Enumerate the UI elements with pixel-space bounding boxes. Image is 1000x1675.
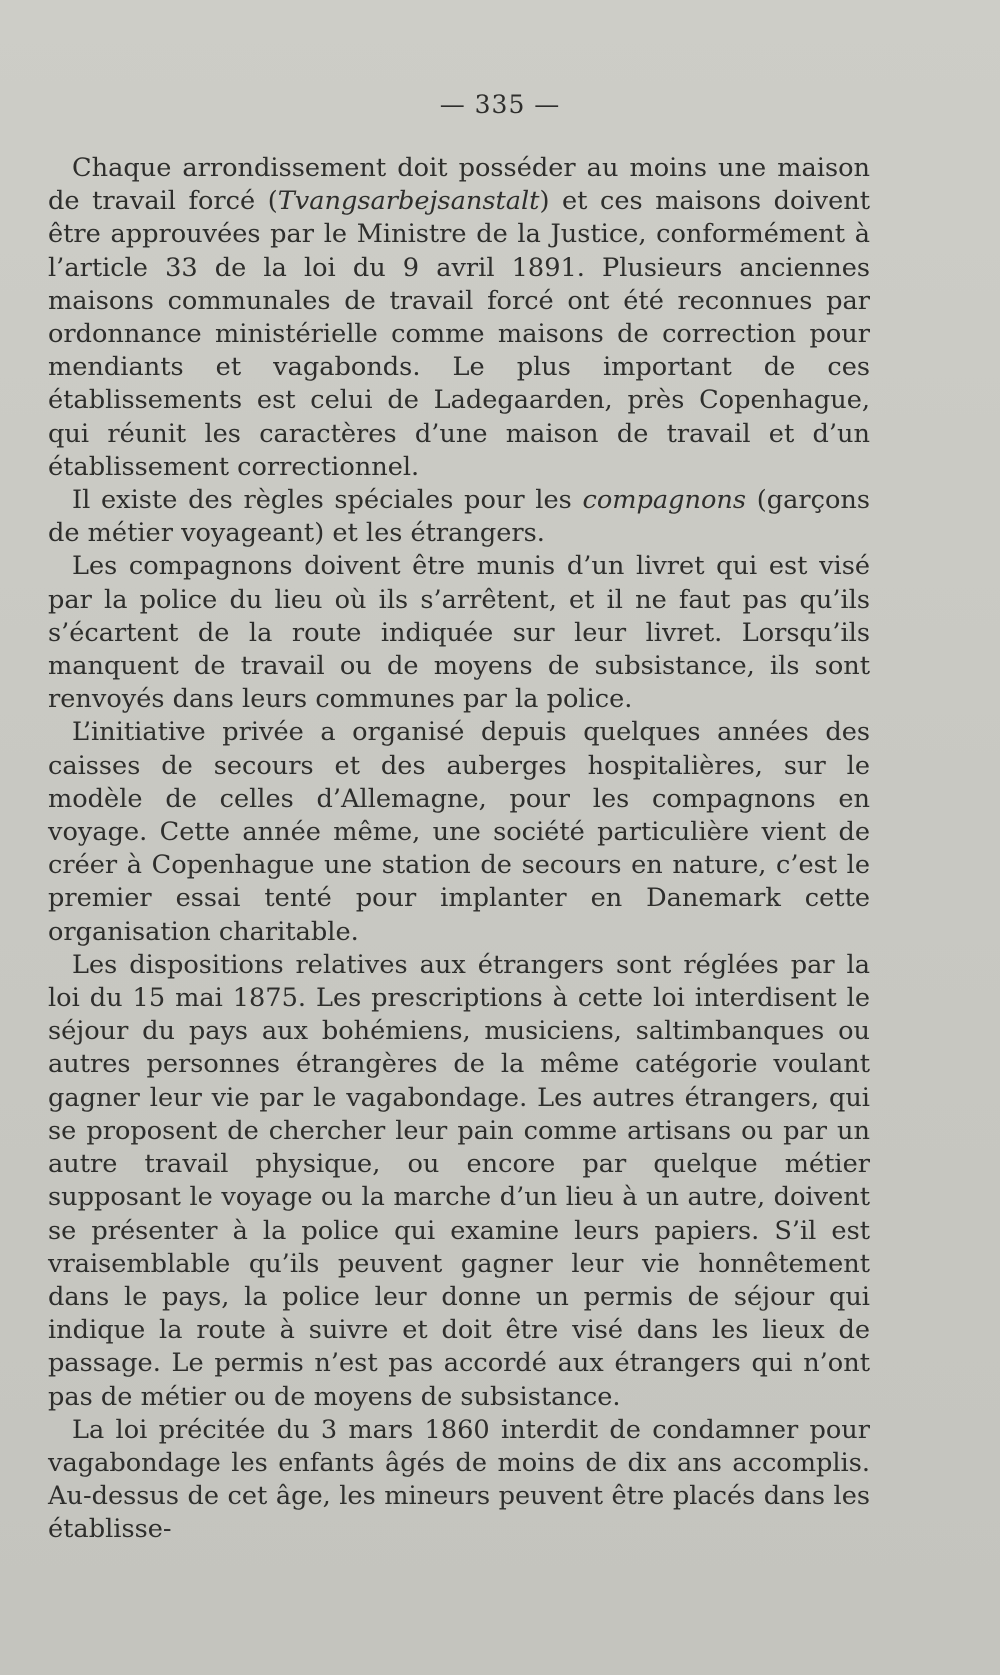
paragraph-2 <box>48 484 870 550</box>
paragraph-5-text: Les dispositions relatives aux étrangers sont réglées par la loi du 15 mai 1875. Les prescriptions à cette loi interdisent le séjour du pays aux bohémiens, musiciens, saltimbanques ou autres personnes étrangères de la même catégorie voulant gagner leur vie par le vagabondage. Les autres étrangers, qui se proposent de chercher leur pain comme artisans ou par un autre travail physique, ou encore par quelque métier supposant le voyage ou la marche d’un lieu à un autre, doivent se présenter à la police qui examine leurs papiers. S’il est vraisemblable qu’ils peuvent gagner leur vie honnêtement dans le pays, la police leur donne un permis de séjour qui indique la route à suivre et doit être visé dans les lieux de passage. Le permis n’est pas accordé aux étrangers qui n’ont pas de métier ou de moyens de subsistance. <box>48 949 870 1412</box>
paragraph-1-text-start: Chaque arrondissement doit posséder au moins une maison de travail forcé ( <box>48 153 870 217</box>
paragraph-1-text-end: ) et ces maisons doivent être approuvées par le Ministre de la Justice, conformément à l’article 33 de la loi du 9 avril 1891. Plusieurs anciennes maisons communales de travail forcé ont été reconnues par ordonnance ministérielle comme maisons de correction pour mendiants et vagabonds. Le plus important de ces établissements est celui de Ladegaarden, près Copenhague, qui réunit les caractères d’une maison de travail et d’un établissement correctionnel. <box>48 186 870 482</box>
paragraph-6 <box>48 1414 870 1547</box>
paragraph-4 <box>48 716 870 948</box>
paragraph-3 <box>48 550 870 716</box>
paragraph-2-italic-term: compagnons <box>582 485 747 516</box>
paragraph-1 <box>48 152 870 484</box>
paragraph-2-text-end: (garçons de métier voyageant) et les étrangers. <box>48 485 870 549</box>
page-number: — 335 — <box>439 90 561 119</box>
paragraph-6-text: La loi précitée du 3 mars 1860 interdit de condamner pour vagabondage les enfants âgés de moins de dix ans accomplis. Au-dessus de cet âge, les mineurs peuvent être placés dans les établisse- <box>48 1414 870 1545</box>
paragraph-1-italic-term: Tvangsarbejsanstalt <box>277 186 540 217</box>
paragraph-4-text: L’initiative privée a organisé depuis quelques années des caisses de secours et des auberges hospitalières, sur le modèle de celles d’Allemagne, pour les compagnons en voyage. Cette année même, une société particulière vient de créer à Copenhague une station de secours en nature, c’est le premier essai tenté pour implanter en Danemark cette organisation charitable. <box>48 717 870 947</box>
paragraph-3-text: Les compagnons doivent être munis d’un livret qui est visé par la police du lieu où ils s’arrêtent, et il ne faut pas qu’ils s’écartent de la route indiquée sur leur livret. Lorsqu’ils manquent de travail ou de moyens de subsistance, ils sont renvoyés dans leurs communes par la police. <box>48 551 870 715</box>
paragraph-2-text-start: Il existe des règles spéciales pour les <box>72 485 583 516</box>
body-text <box>48 152 870 1547</box>
paragraph-5 <box>48 949 870 1414</box>
